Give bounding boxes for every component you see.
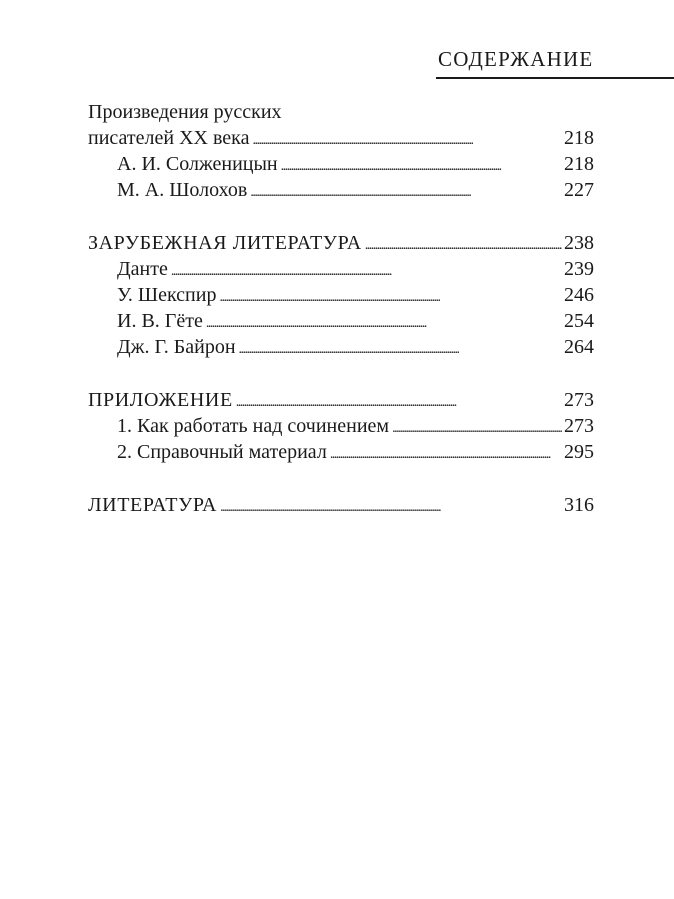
toc-entry-title: У. Шекспир xyxy=(117,284,217,306)
toc-entry-byron xyxy=(88,334,594,360)
toc-page-number: 218 xyxy=(564,153,594,175)
toc-page-number: 316 xyxy=(564,494,594,516)
toc-section-title: ЛИТЕРАТУРА xyxy=(88,494,218,516)
toc-entry-modern-writers xyxy=(88,125,594,151)
table-of-contents xyxy=(88,99,594,518)
toc-entry-title: М. А. Шолохов xyxy=(117,179,248,201)
dot-leader xyxy=(281,154,562,180)
toc-page-number: 295 xyxy=(564,441,594,463)
toc-page-number: 254 xyxy=(564,310,594,332)
toc-page-number: 239 xyxy=(564,258,594,280)
dot-leader xyxy=(239,337,562,363)
running-header xyxy=(436,46,674,80)
toc-section-appendix xyxy=(88,387,594,413)
toc-entry-shakespeare xyxy=(88,282,594,308)
dot-leader xyxy=(365,233,562,259)
toc-section-literature xyxy=(88,492,594,518)
toc-entry-title: Данте xyxy=(117,258,168,280)
toc-section-title: ПРИЛОЖЕНИЕ xyxy=(88,389,233,411)
toc-entry-title: А. И. Солженицын xyxy=(117,153,278,175)
toc-heading-line xyxy=(88,99,594,125)
toc-entry-title: Дж. Г. Байрон xyxy=(117,336,236,358)
toc-entry-title: писателей XX века xyxy=(88,127,250,149)
dot-leader xyxy=(252,128,562,154)
header-rule xyxy=(436,77,674,79)
toc-entry-essay-writing xyxy=(88,413,594,439)
toc-page-number: 273 xyxy=(564,415,594,437)
toc-entry-goethe xyxy=(88,308,594,334)
toc-page-number: 246 xyxy=(564,284,594,306)
toc-entry-sholokhov xyxy=(88,177,594,203)
toc-entry-reference-material xyxy=(88,439,594,465)
toc-page-number: 238 xyxy=(564,232,594,254)
toc-entry-dante xyxy=(88,256,594,282)
dot-leader xyxy=(219,285,562,311)
toc-section-foreign-literature xyxy=(88,230,594,256)
toc-entry-title: И. В. Гёте xyxy=(117,310,203,332)
toc-page-number: 264 xyxy=(564,336,594,358)
dot-leader xyxy=(330,442,562,468)
dot-leader xyxy=(171,259,562,285)
toc-page-number: 227 xyxy=(564,179,594,201)
toc-heading-text: Произведения русских xyxy=(88,101,282,123)
toc-page-number: 218 xyxy=(564,127,594,149)
dot-leader xyxy=(206,311,562,337)
toc-entry-title: 2. Справочный материал xyxy=(117,441,327,463)
toc-entry-title: 1. Как работать над сочинением xyxy=(117,415,390,437)
toc-page-number: 273 xyxy=(564,389,594,411)
dot-leader xyxy=(250,180,562,206)
page-title: СОДЕРЖАНИЕ xyxy=(438,47,594,71)
dot-leader xyxy=(392,416,562,442)
toc-section-title: ЗАРУБЕЖНАЯ ЛИТЕРАТУРА xyxy=(88,232,362,254)
dot-leader xyxy=(220,495,562,521)
toc-entry-solzhenitsyn xyxy=(88,151,594,177)
